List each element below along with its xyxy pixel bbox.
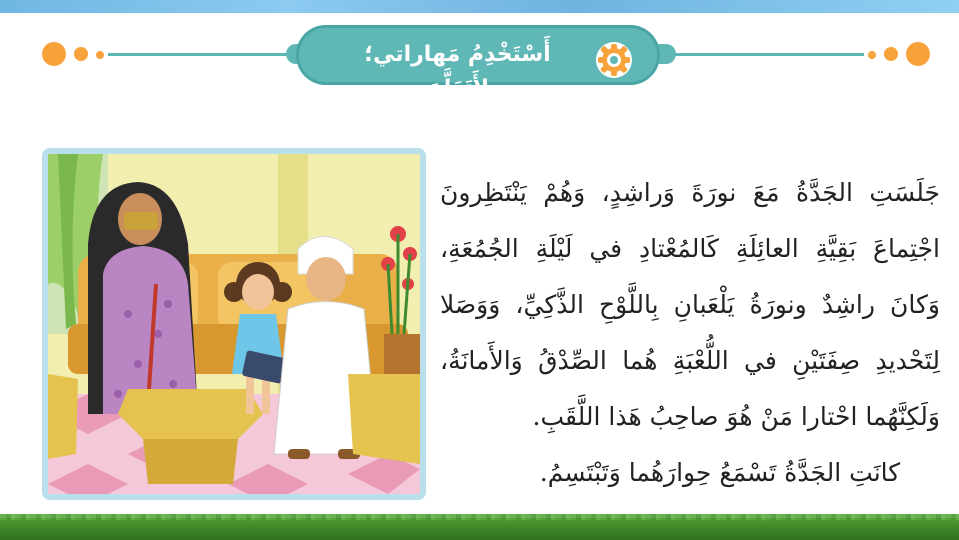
gear-icon	[594, 40, 634, 80]
decor-dot	[96, 51, 104, 59]
story-last-line: كانَتِ الجَدَّةُ تَسْمَعُ حِوارَهُما وَتَبْتَسِمُ.	[539, 458, 901, 487]
decor-dot	[884, 47, 898, 61]
sky-strip	[0, 0, 959, 13]
decor-dot	[906, 42, 930, 66]
family-scene-image	[48, 154, 420, 494]
section-header	[0, 20, 959, 101]
header-line	[652, 53, 864, 56]
story-paragraph: جَلَسَتِ الجَدَّةُ مَعَ نورَةَ وَراشِدٍ، وَهُمْ يَنْتَظِرونَ اجْتِماعَ بَقِيَّةِ العائِلَةِ كَالمُعْتادِ في لَيْلَةِ الجُمُعَةِ، وَكانَ راشِدٌ ونورَةُ يَلْعَبانِ بِاللَّوْحِ الذَّكِيِّ، وَوَصَلا لِتَحْديدِ صِفَتَيْنِ في اللُّعْبَةِ هُما الصِّدْقُ وَالأَمانَةُ، وَلَكِنَّهُما احْتارا مَنْ هُوَ صاحِبُ هَذا اللَّقَبِ.	[440, 178, 940, 431]
decor-dot	[74, 47, 88, 61]
page-title: أَسْتَخْدِمُ مَهاراتي؛ لِأَتَعَلَّمَ	[364, 42, 551, 101]
decor-dot	[42, 42, 66, 66]
decor-dot	[868, 51, 876, 59]
story-illustration	[42, 148, 426, 500]
header-line	[108, 53, 306, 56]
grass-strip	[0, 518, 959, 540]
story-text	[440, 165, 940, 501]
